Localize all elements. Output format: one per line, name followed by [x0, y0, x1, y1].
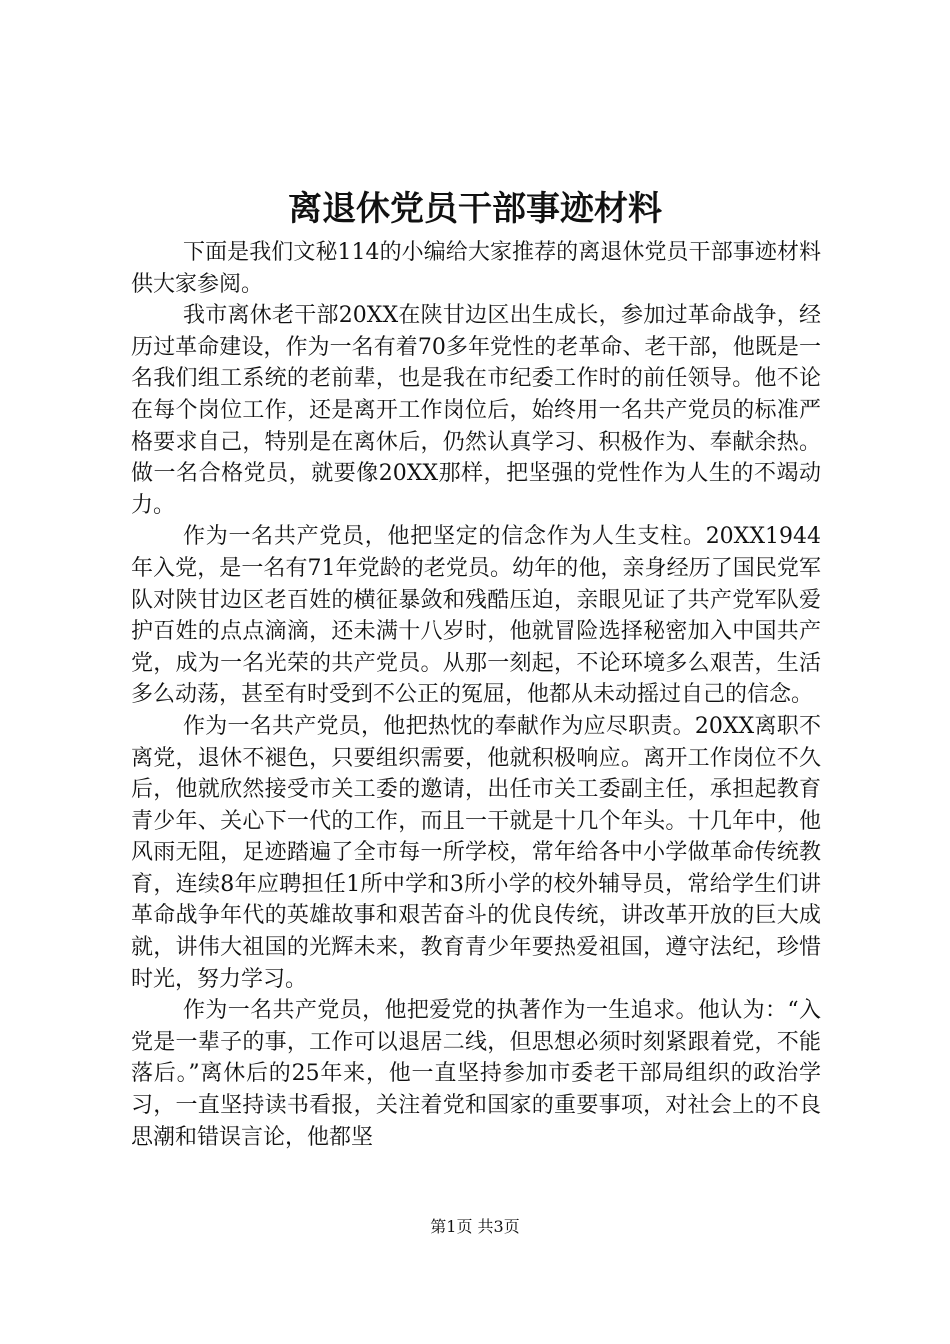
document-title: 离退休党员干部事迹材料	[288, 189, 662, 229]
page-number-footer: 第1页 共3页	[430, 1217, 520, 1236]
paragraph-belief: 作为一名共产党员，他把坚定的信念作为人生支柱。20XX1944年入党，是一名有71年党龄的老党员。幼年的他，亲身经历了国民党军队对陕甘边区老百姓的横征暴敛和残酷压迫，亲眼见证了共产党军队爱护百姓的点点滴滴，还未满十八岁时，他就冒险选择秘密加入中国共产党，成为一名光荣的共产党员。从那一刻起，不论环境多么艰苦，生活多么动荡，甚至有时受到不公正的冤屈，他都从未动摇过自己的信念。	[131, 524, 821, 708]
paragraph-dedication: 作为一名共产党员，他把热忱的奉献作为应尽职责。20XX离职不离党，退休不褪色，只要组织需要，他就积极响应。离开工作岗位不久后，他就欣然接受市关工委的邀请，出任市关工委副主任，承担起教育青少年、关心下一代的工作，而且一干就是十几个年头。十几年中，他风雨无阻，足迹踏遍了全市每一所学校，常年给各中小学做革命传统教育，连续8年应聘担任1所中学和3所小学的校外辅导员，常给学生们讲革命战争年代的英雄故事和艰苦奋斗的优良传统，讲改革开放的巨大成就，讲伟大祖国的光辉未来，教育青少年要热爱祖国，遵守法纪，珍惜时光，努力学习。	[131, 713, 821, 992]
paragraph-pursuit: 作为一名共产党员，他把爱党的执著作为一生追求。他认为：“入党是一辈子的事，工作可以退居二线，但思想必须时刻紧跟着党，不能落后。”离休后的25年来，他一直坚持参加市委老干部局组织的政治学习，一直坚持读书看报，关注着党和国家的重要事项，对社会上的不良思潮和错误言论，他都坚	[131, 998, 821, 1150]
paragraph-intro: 下面是我们文秘114的小编给大家推荐的离退休党员干部事迹材料供大家参阅。	[131, 240, 821, 297]
document-body	[131, 237, 821, 1153]
paragraph-background: 我市离休老干部20XX在陕甘边区出生成长，参加过革命战争，经历过革命建设，作为一名有着70多年党性的老革命、老干部，他既是一名我们组工系统的老前辈，也是我在市纪委工作时的前任领导。他不论在每个岗位工作，还是离开工作岗位后，始终用一名共产党员的标准严格要求自己，特别是在离休后，仍然认真学习、积极作为、奉献余热。做一名合格党员，就要像20XX那样，把坚强的党性作为人生的不竭动力。	[131, 303, 821, 518]
